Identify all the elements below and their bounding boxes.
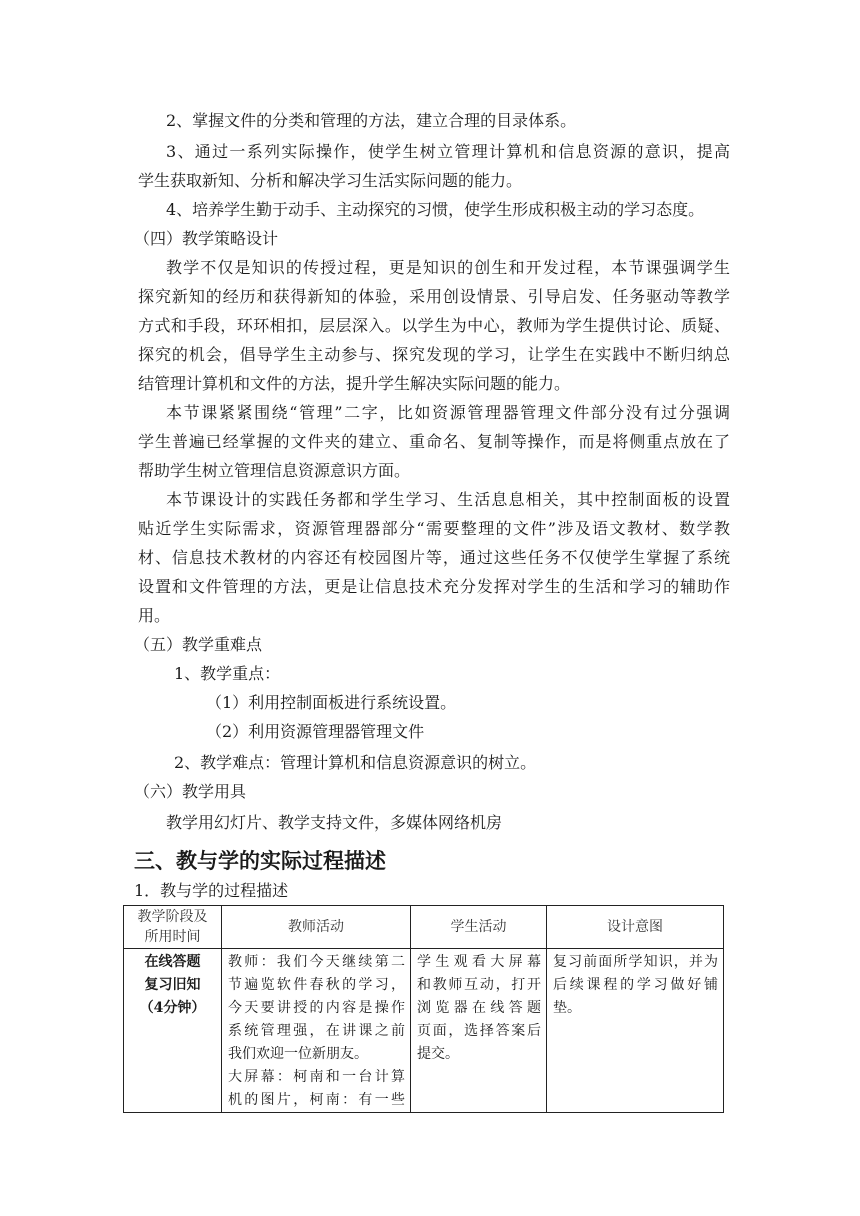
student-activity-cell [411,949,547,1113]
strategy-p3-line: 材、信息技术教材的内容还有校园图片等，通过这些任务不仅使学生掌握了系统 [138,548,730,567]
strategy-p1-line: 教学不仅是知识的传授过程，更是知识的创生和开发过程，本节课强调学生 [166,258,730,277]
strategy-p2-line: 本节课紧紧围绕“管理”二字，比如资源管理器管理文件部分没有过分强调 [166,403,730,422]
strategy-p1-line: 探究的机会，倡导学生主动参与、探究发现的学习，让学生在实践中不断归纳总 [138,345,730,364]
stage-cell [124,949,222,1113]
teacher-line: 教师：我们今天继续第二 [228,954,405,970]
strategy-p2-line: 帮助学生树立管理信息资源意识方面。 [138,461,411,480]
header-stage-time-line: 教学阶段及 [137,909,208,925]
table-header-row [124,906,724,949]
goal-item-2: 2、掌握文件的分类和管理的方法，建立合理的目录体系。 [166,111,577,130]
student-line: 和教师互动，打开 [417,977,541,993]
teacher-line: 今天要讲授的内容是操作 [228,1000,405,1016]
section-3-subtitle: 1．教与学的过程描述 [134,881,289,900]
stage-line: （4分钟） [139,1000,206,1016]
tools-heading: （六）教学用具 [134,782,247,801]
key-point-2: （2）利用资源管理器管理文件 [206,722,425,741]
table-row [124,949,724,1113]
strategy-p3-line: 用。 [138,606,171,625]
strategy-p1-line: 方式和手段，环环相扣，层层深入。以学生为中心，教师为学生提供讨论、质疑、 [138,316,730,335]
intent-line: 垫。 [553,1000,581,1016]
difficulty-heading: （五）教学重难点 [134,635,263,654]
process-table [123,905,724,1113]
intent-line: 后续课程的学习做好铺 [553,977,718,993]
design-intent-cell [547,949,724,1113]
tools-text: 教学用幻灯片、教学支持文件，多媒体网络机房 [166,813,503,832]
student-line: 学生观看大屏幕 [417,954,541,970]
header-teacher-activity: 教师活动 [222,906,411,949]
header-stage-time [124,906,222,949]
teacher-line: 大屏幕：柯南和一台计算 [228,1069,405,1085]
teacher-line: 节遍览软件春秋的学习， [228,977,405,993]
goal-item-3-line-1: 3、通过一系列实际操作，使学生树立管理计算机和信息资源的意识，提高 [166,142,730,161]
teacher-line: 我们欢迎一位新朋友。 [228,1046,368,1062]
strategy-p3-line: 贴近学生实际需求，资源管理器部分“需要整理的文件”涉及语文教材、数学教 [138,519,730,538]
section-3-title: 三、教与学的实际过程描述 [134,849,386,873]
teacher-line: 系统管理强，在讲课之前 [228,1023,405,1039]
student-line: 页面，选择答案后 [417,1023,541,1039]
teacher-line: 机的图片，柯南：有一些 [228,1092,405,1108]
teacher-activity-cell [222,949,411,1113]
key-points-label: 1、教学重点： [174,664,281,683]
stage-line: 在线答题 [144,954,201,970]
difficult-point: 2、教学难点：管理计算机和信息资源意识的树立。 [174,753,537,772]
student-line: 提交。 [417,1046,459,1062]
header-design-intent: 设计意图 [547,906,724,949]
header-stage-time-line: 所用时间 [144,929,201,945]
strategy-p1-line: 结管理计算机和文件的方法，提升学生解决实际问题的能力。 [138,374,571,393]
intent-line: 复习前面所学知识，并为 [553,954,718,970]
header-student-activity: 学生活动 [411,906,547,949]
stage-line: 复习旧知 [144,977,201,993]
strategy-heading: （四）教学策略设计 [134,229,279,248]
strategy-p2-line: 学生普遍已经掌握的文件夹的建立、重命名、复制等操作，而是将侧重点放在了 [138,432,730,451]
student-line: 浏览器在线答题 [417,1000,541,1016]
strategy-p1-line: 探究新知的经历和获得新知的体验，采用创设情景、引导启发、任务驱动等教学 [138,287,730,306]
key-point-1: （1）利用控制面板进行系统设置。 [206,693,457,712]
strategy-p3-line: 本节课设计的实践任务都和学生学习、生活息息相关，其中控制面板的设置 [166,490,730,509]
goal-item-3-line-2: 学生获取新知、分析和解决学习生活实际问题的能力。 [138,171,523,190]
goal-item-4: 4、培养学生勤于动手、主动探究的习惯，使学生形成积极主动的学习态度。 [166,200,705,219]
strategy-p3-line: 设置和文件管理的方法，更是让信息技术充分发挥对学生的生活和学习的辅助作 [138,577,730,596]
